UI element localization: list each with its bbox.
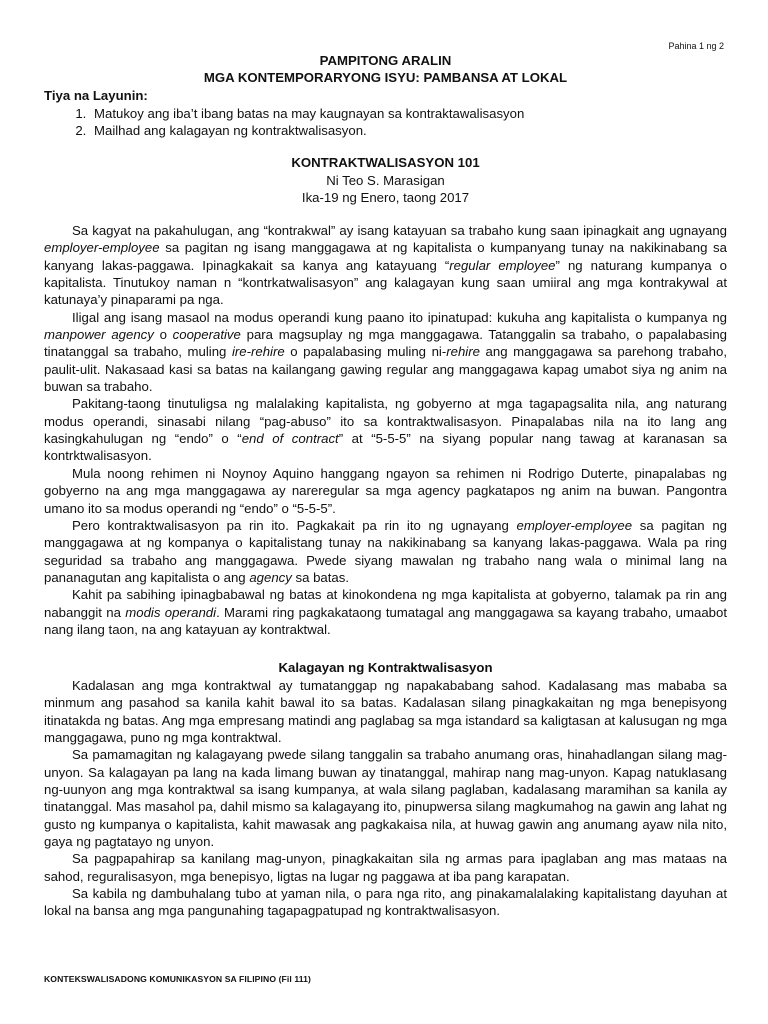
objective-item: 2. Mailhad ang kalagayan ng kontraktwalisasyon. (90, 122, 727, 140)
paragraph (44, 517, 727, 586)
article-author: Ni Teo S. Marasigan (326, 172, 445, 188)
text-run: o papalabasing muling ni- (284, 344, 447, 360)
text-run: Pakitang-taong tinutuligsa ng malalaking kapitalista, ng gobyerno at mga tagapagsalita nila, ang naturang modus operandi, sinasabi nilang “pag-abuso” ito sa kontraktwalisasyon. Pinapalabas nila na ito lang ang kasingkahulugan ng “endo” o “ (44, 396, 727, 447)
text-run: ” ng naturang kumpanya o kapitalista. Tinutukoy naman n “kontrkatwalisasyon” ang kalagayan kung saan umiiral ang mga kontrakywal at katunaya’y pinaparami pa nga. (44, 257, 727, 308)
paragraph (44, 746, 727, 850)
text-run: sa pagitan ng manggagawa at ng kompanya o kapitalistang tunay na nakikinabang sa kanyang lakas-paggawa. Wala pa ring seguridad sa trabaho ang manggagawa. Pwede siyang mawalan ng trabaho nang wala o minimal lang na pananagutan ang kapitalista o ang (44, 517, 727, 585)
italic-term: employer-employee (44, 240, 160, 256)
paragraph (44, 222, 727, 309)
italic-term: cooperative (172, 327, 241, 343)
article-body (44, 222, 727, 638)
text-run: ang manggagawa sa parehong trabaho, paulit-ulit. Nakasaad kasi sa batas na kailangang gawing regular ang manggagawa kapag umabot siya ng anim na buwan sa trabaho. (44, 344, 727, 395)
text-run: Iligal ang isang masaol na modus operandi kung paano ito ipinatupad: kukuha ang kapitalista o kumpanya ng (72, 309, 727, 325)
footer-course-title: KONTEKSWALISADONG KOMUNIKASYON SA FILIPINO (Fil 111) (44, 974, 312, 984)
text-run: Sa pagpapahirap sa kanilang mag-unyon, pinagkakaitan sila ng armas para ipaglaban ang mas mataas na sahod, reguralisasyon, mga benepisyo, ligtas na lugar ng paggawa at iba pang karapatan. (44, 851, 727, 884)
text-run: . Marami ring pagkakataong tumatagal ang manggagawa sa kayang trabaho, umaabot nang ilang taon, na ang katayuan ay kontraktwal. (44, 604, 727, 637)
text-run: o (153, 327, 173, 343)
italic-term: rehire (446, 344, 480, 360)
italic-term: agency (249, 569, 292, 585)
text-run: para magsuplay ng mga manggagawa. Tatanggalin sa trabaho, o papalabasing tinatanggal sa trabaho, muling (44, 327, 727, 360)
article-header (44, 154, 727, 207)
article-date: Ika-19 ng Enero, taong 2017 (301, 190, 470, 205)
section-heading: Kalagayan ng Kontraktwalisasyon (278, 660, 493, 675)
article-title: KONTRAKTWALISASYON 101 (291, 155, 480, 170)
italic-term: manpower agency (44, 327, 154, 343)
page-number: Pahina 1 ng 2 (668, 41, 724, 51)
section-body (44, 677, 727, 920)
italic-term: ire-rehire (231, 344, 285, 360)
italic-term: modis operandi (125, 604, 217, 620)
text-run: Kahit pa sabihing ipinagbabawal ng batas at kinokondena ng mga kapitalista at gobyerno, talamak pa rin ang nabanggit na (44, 587, 727, 620)
text-run: sa pagitan ng isang manggagawa at ng kapitalista o kumpanyang tunay na nakikinabang sa kanyang lakas-paggawa. Ipinagkakait sa kanya ang katayuang “ (44, 240, 727, 273)
lesson-title: PAMPITONG ARALIN (319, 53, 452, 68)
paragraph (44, 465, 727, 517)
paragraph (44, 885, 727, 920)
paragraph (44, 309, 727, 396)
text-run: Sa kagyat na pakahulugan, ang “kontrakwal” ay isang katayuan sa trabaho kung saan ipinagkait ang ugnayang (72, 223, 727, 238)
text-run: Pero kontraktwalisasyon pa rin ito. Pagkakait pa rin ito ng ugnayang (72, 517, 517, 533)
italic-term: employer-employee (516, 517, 633, 533)
paragraph (44, 677, 727, 746)
text-run: Sa kabila ng dambuhalang tubo at yaman nila, o para nga rito, ang pinakamalalaking kapitalistang dayuhan at lokal na bansa ang mga pangunahing tagapagpatupad ng kontraktwalisasyon. (44, 886, 727, 919)
subject-title: MGA KONTEMPORARYONG ISYU: PAMBANSA AT LOKAL (203, 70, 568, 85)
text-run: Sa pamamagitan ng kalagayang pwede silang tanggalin sa trabaho anumang oras, hinahadlangan silang mag-unyon. Sa kalagayan pa lang na kada limang buwan ay tinatanggal, mahirap nang mag-unyon. Kapag natuklasang ng-uunyon ang mga kontraktwal sa isang kumpanya, at wala silang paglaban, kadalasang maramihan sa kanila ay tinatanggal. Mas masahol pa, dahil mismo sa kalagayang ito, pinupwersa silang magkumahog na gawin ang lahat ng gusto ng kumpanya o kapitalista, kahit mawasak ang pagkakaisa nila, at huwag gawin ang anumang ayaw nila nito, gaya ng pagtatayo ng unyon. (44, 747, 727, 850)
objectives-section (44, 87, 727, 140)
paragraph (44, 850, 727, 885)
paragraph (44, 395, 727, 464)
italic-term: regular employee (449, 257, 556, 273)
text-run: Mula noong rehimen ni Noynoy Aquino hanggang ngayon sa rehimen ni Rodrigo Duterte, pinapalabas ng gobyerno na ang mga manggagawa ay nareregular sa mga agency pagkatapos ng anim na buwan. Pangontra umano ito sa modus operandi ng “endo” o “5-5-5”. (44, 465, 727, 516)
objectives-heading: Tiya na Layunin: (44, 88, 148, 103)
text-run: ” at “5-5-5” na siyang popular nang tawag at karanasan sa kontrktwalisasyon. (44, 431, 727, 464)
italic-term: end of contract (241, 431, 339, 447)
objectives-list (44, 105, 727, 140)
text-run: sa batas. (291, 569, 350, 585)
objective-item: 1. Matukoy ang iba’t ibang batas na may kaugnayan sa kontraktawalisasyon (90, 105, 727, 123)
text-run: Kadalasan ang mga kontraktwal ay tumatanggap ng napakababang sahod. Kadalasang mas mababa sa minmum ang pasahod sa kanila kahit bawal ito sa batas. Kadalasan silang pinagkakaitan ng mga benepisyong itinatakda ng batas. Ang mga empresang matindi ang paglabag sa mga istandard sa kaligtasan at kalusugan ng mga manggagawa, puno ng mga kontraktwal. (44, 678, 727, 746)
paragraph (44, 586, 727, 638)
lesson-titles (44, 52, 727, 86)
